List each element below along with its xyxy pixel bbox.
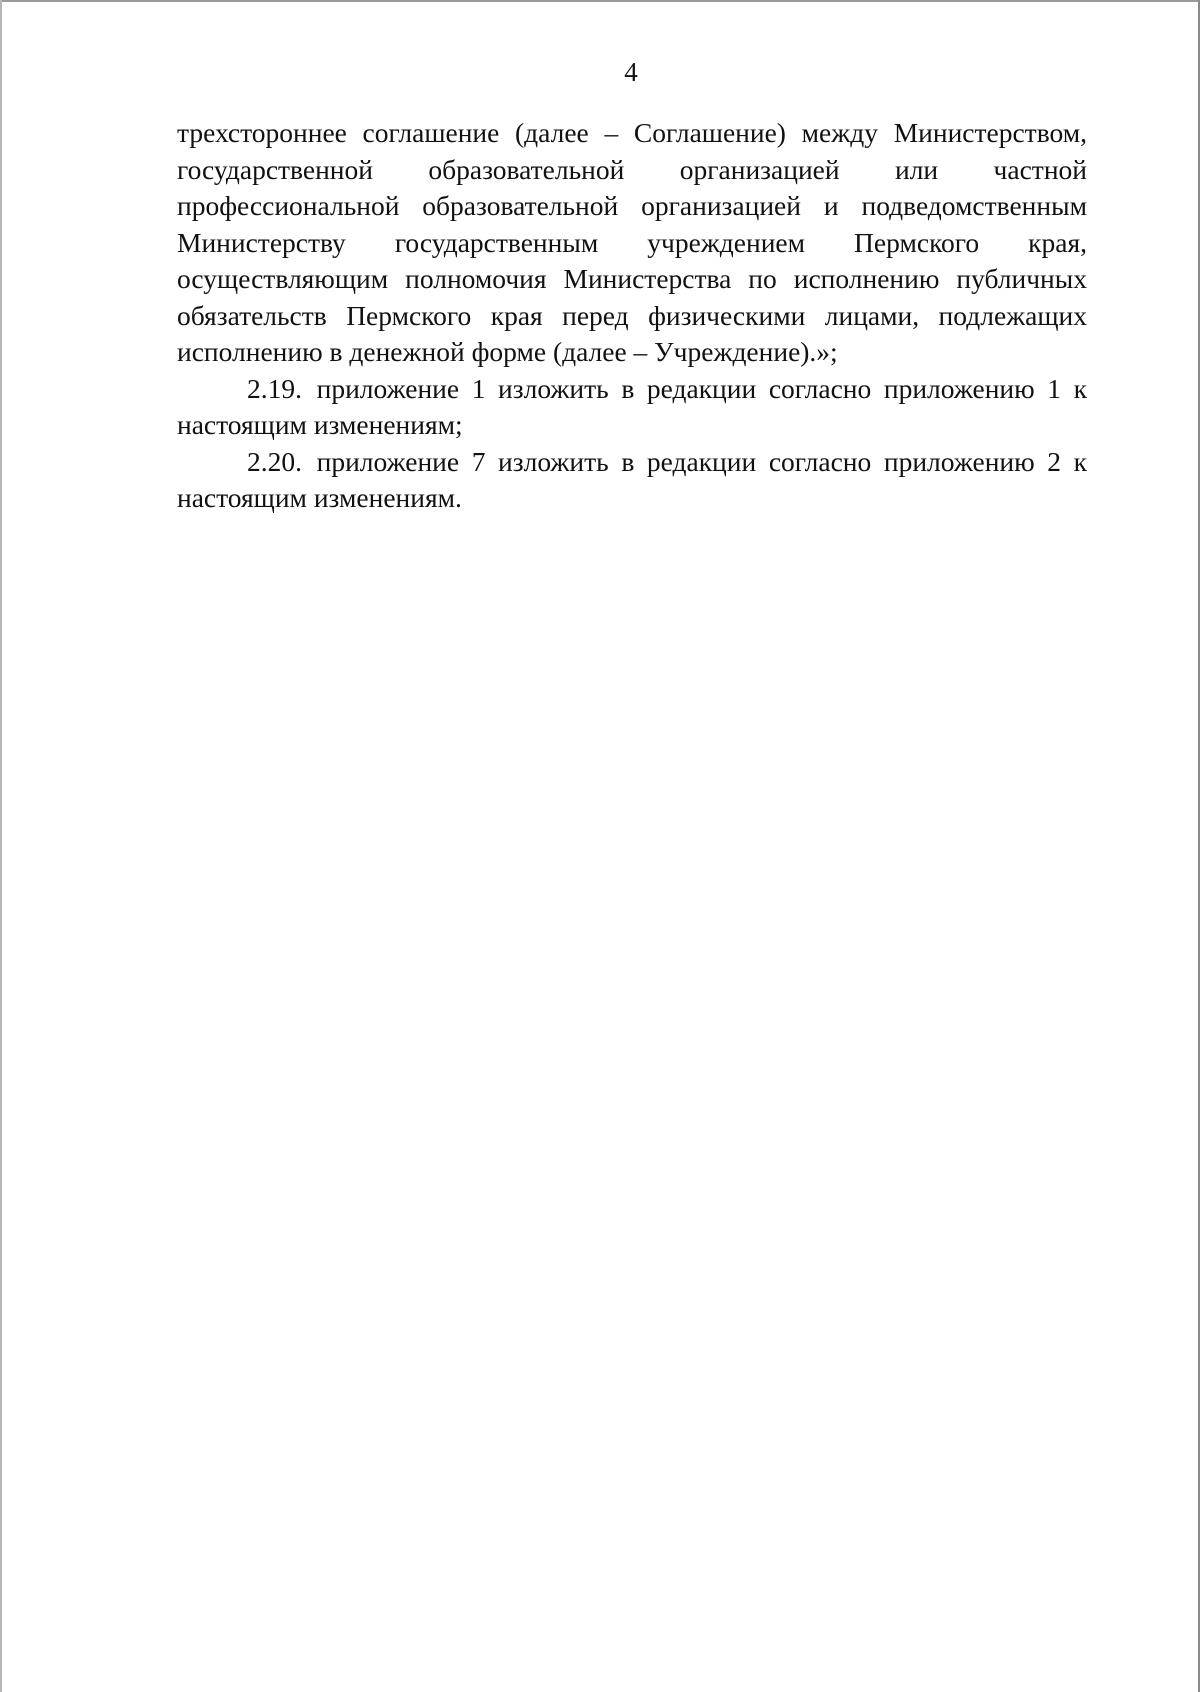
paragraph-number: 2.20. [247, 445, 302, 477]
page-number: 4 [624, 57, 638, 87]
document-body [177, 115, 1087, 517]
paragraph-text: приложение 7 изложить в редакции согласно приложению 2 к настоящим изменениям. [177, 445, 1088, 513]
paragraph-2-19 [177, 371, 1087, 444]
paragraph-2-20 [177, 444, 1087, 517]
paragraph-text: приложение 1 изложить в редакции согласно приложению 1 к настоящим изменениям; [177, 372, 1088, 440]
paragraph-continuation [177, 115, 1087, 371]
paragraph-text: трехстороннее соглашение (далее – Соглашение) между Министерством, государственной образовательной организацией или частной профессиональной образовательной организацией и подведомственным Министерству государственным учреждением Пермского края, осуществляющим полномочия Министерства по исполнению публичных обязательств Пермского края перед физическими лицами, подлежащих исполнению в денежной форме (далее – Учреждение).»; [177, 117, 1087, 367]
scan-edge-left [0, 0, 2, 1692]
paragraph-number: 2.19. [247, 372, 302, 404]
scan-edge-top [0, 0, 1200, 2]
